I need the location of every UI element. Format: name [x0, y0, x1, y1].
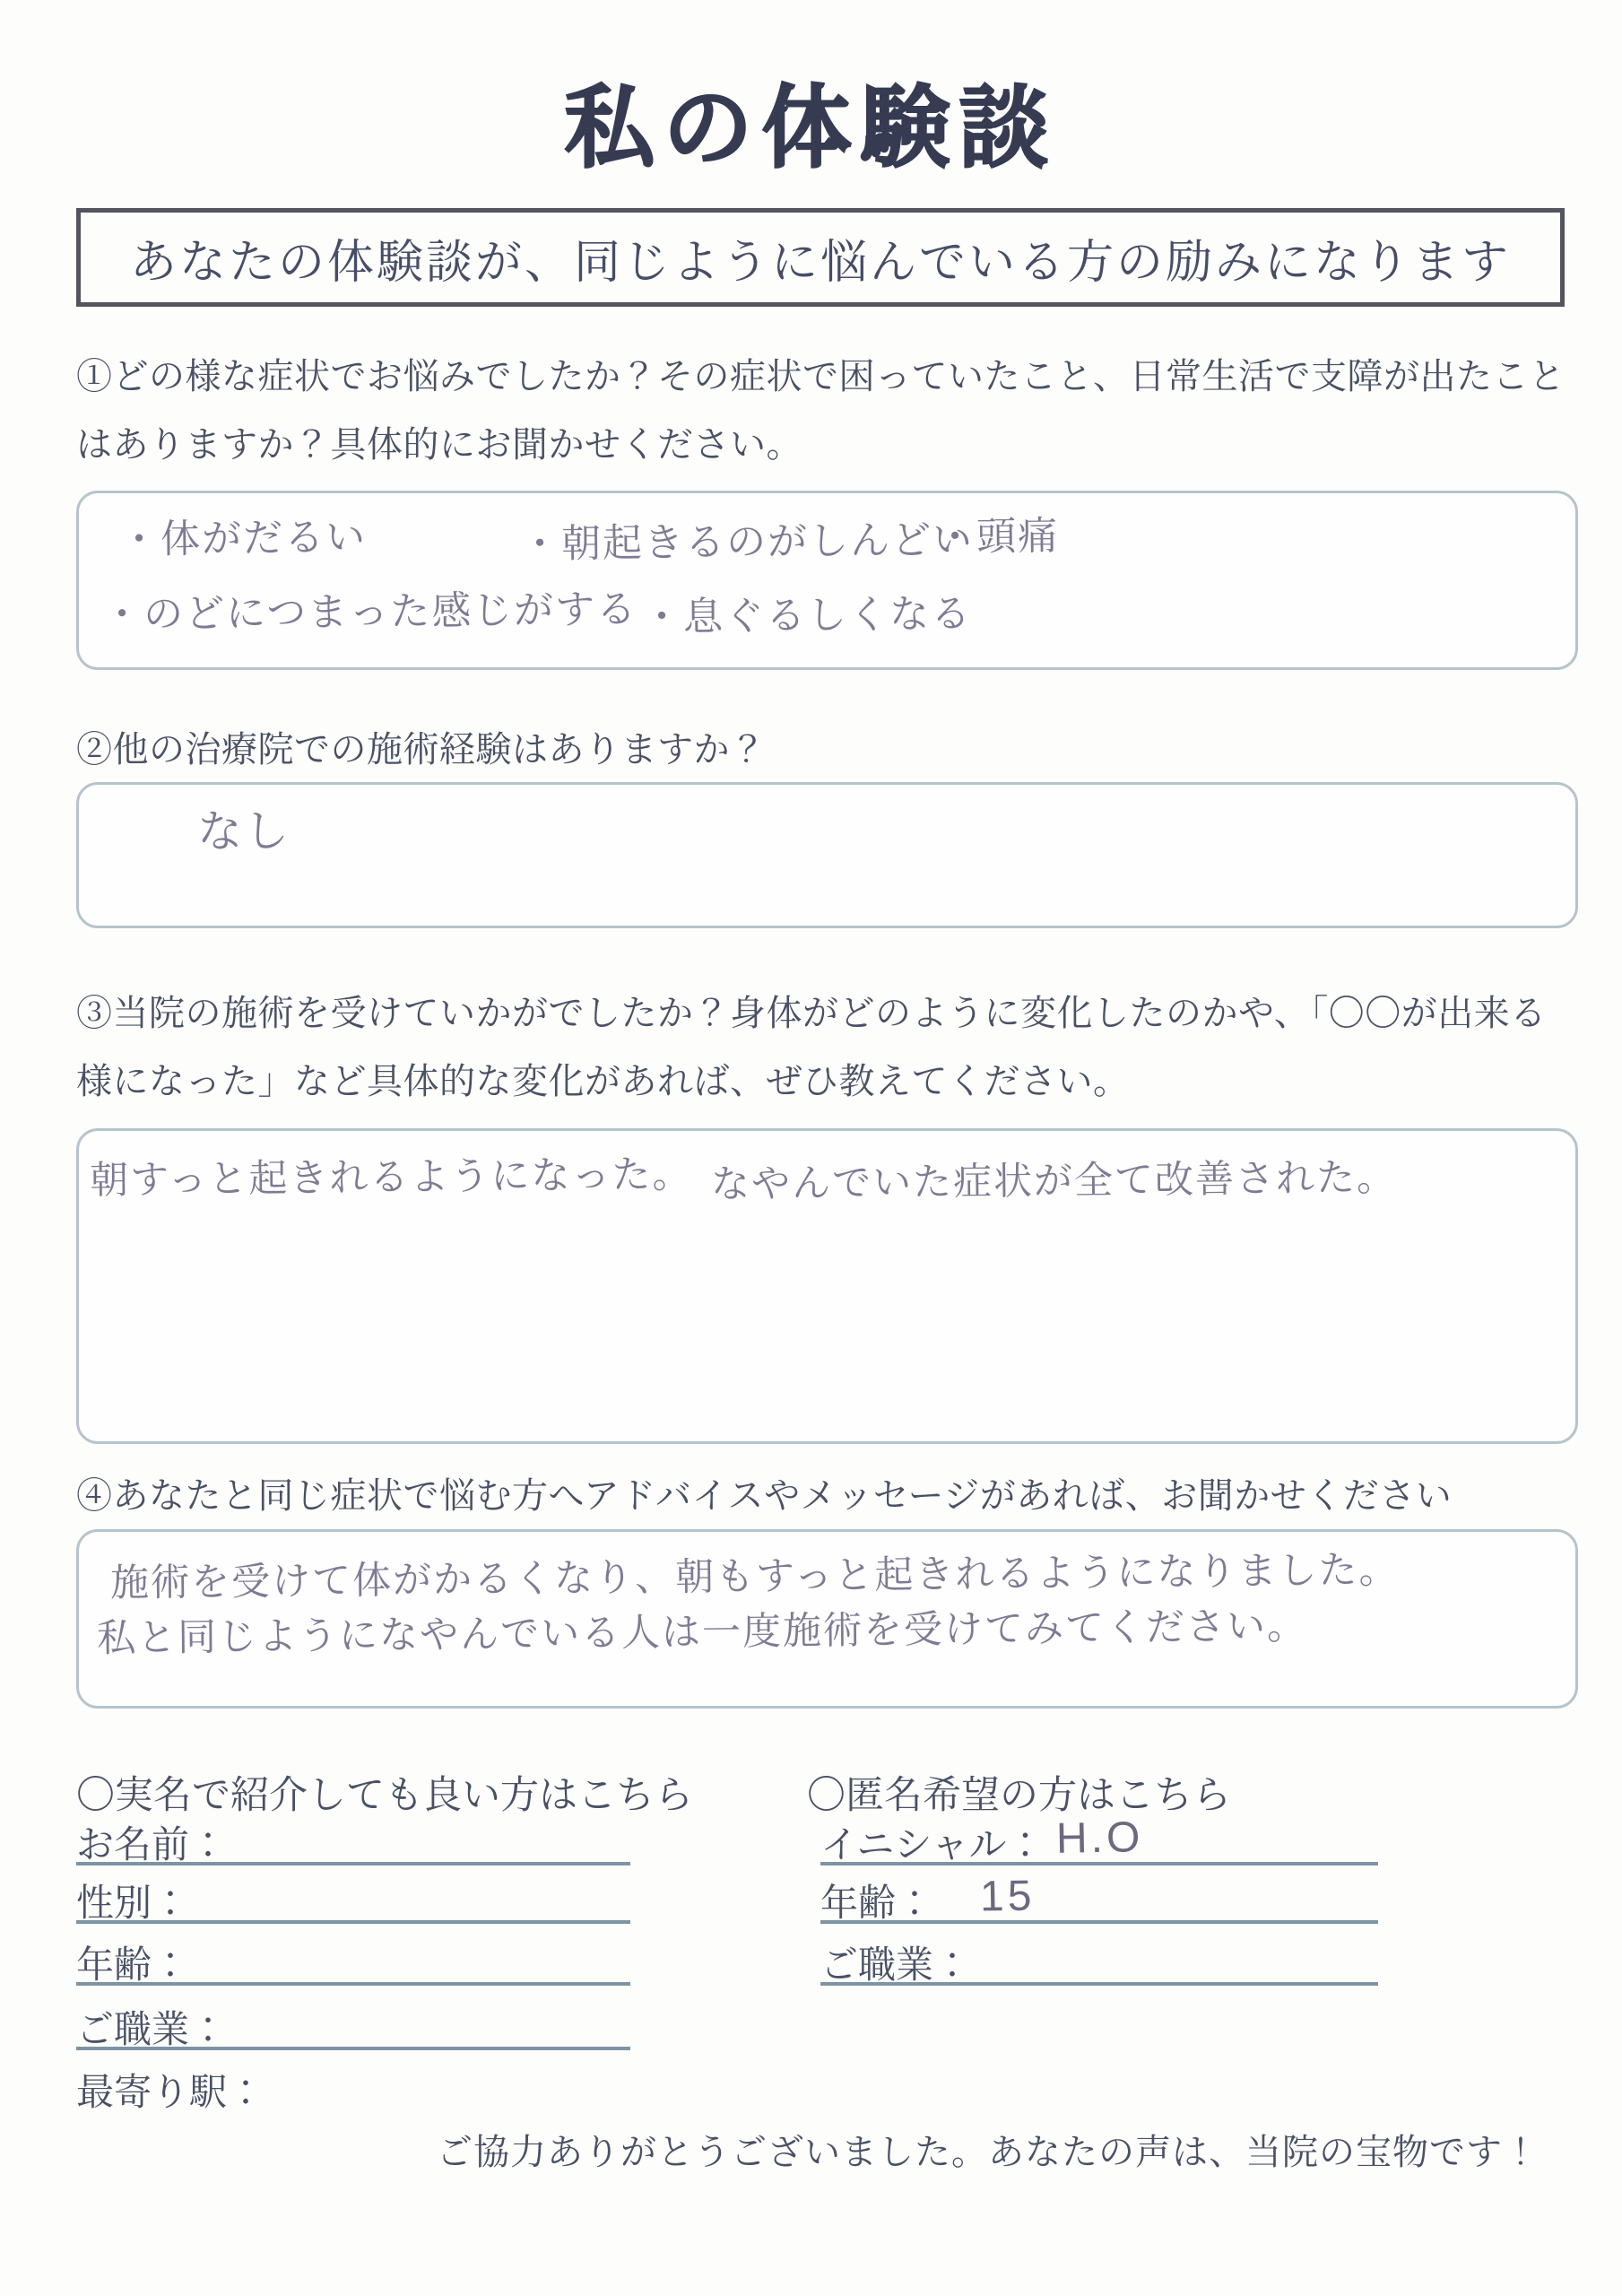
answer-box-3 [76, 1128, 1578, 1444]
field-gender [76, 1874, 630, 1924]
handwritten-answer: 施術を受けて体がかるくなり、朝もすっと起きれるようになりました。 [109, 1548, 1400, 1605]
field-initials [820, 1815, 1378, 1866]
handwritten-answer: ・のどにつまった感じがする [101, 587, 638, 638]
field-occupation-anonymous [820, 1935, 1378, 1986]
thank-you-note: ご協力ありがとうございました。あなたの声は、当院の宝物です！ [437, 2133, 1540, 2172]
field-label: イニシャル： [820, 1823, 1045, 1866]
question-2-prompt: ②他の治療院での施術経験はありますか？ [76, 730, 767, 770]
handwritten-answer: ・息ぐるしくなる [641, 592, 973, 639]
banner-box [76, 208, 1565, 307]
answer-box-1 [76, 491, 1578, 670]
field-nearest-station [76, 2063, 630, 2113]
answer-box-2 [76, 782, 1578, 928]
field-label: お名前： [76, 1823, 228, 1866]
banner-text: あなたの体験談が、同じように悩んでいる方の励みになります [129, 236, 1511, 289]
answer-box-4 [76, 1529, 1578, 1709]
handwritten-answer: ・朝起きるのがしんどい [519, 517, 975, 567]
field-label: 性別： [76, 1882, 190, 1924]
page-title: 私の体験談 [564, 78, 1058, 178]
anonymous-section-header: 〇匿名希望の方はこちら [807, 1774, 1231, 1817]
question-1-prompt: ①どの様な症状でお悩みでしたか？その症状で困っていたこと、日常生活で支障が出たことはありますか？具体的にお聞かせください。 [76, 357, 1566, 465]
handwritten-answer: ・頭痛 [934, 514, 1060, 560]
field-label: ご職業： [76, 2008, 228, 2050]
handwritten-field-value: 15 [979, 1872, 1036, 1921]
handwritten-answer: なし [196, 805, 291, 857]
handwritten-answer: 私と同じようになやんでいる人は一度施術を受けてみてください。 [96, 1604, 1308, 1661]
field-label: ご職業： [820, 1944, 972, 1986]
field-occupation [76, 2000, 630, 2050]
question-3-prompt: ③当院の施術を受けていかがでしたか？身体がどのように変化したのかや、「〇〇が出来る様になった」など具体的な変化があれば、ぜひ教えてください。 [76, 994, 1547, 1101]
field-label: 年齢： [76, 1944, 190, 1986]
field-name [76, 1815, 630, 1866]
handwritten-answer: 朝すっと起きれるようになった。 [89, 1152, 693, 1203]
handwritten-field-value: H.O [1056, 1813, 1145, 1863]
real-name-section-header: 〇実名で紹介しても良い方はこちら [76, 1774, 693, 1817]
field-label: 年齢： [820, 1882, 934, 1924]
field-age [76, 1935, 630, 1986]
field-label: 最寄り駅： [76, 2071, 265, 2113]
question-4-prompt: ④あなたと同じ症状で悩む方へアドバイスやメッセージがあれば、お聞かせください [76, 1476, 1453, 1516]
handwritten-answer: ・体がだるい [118, 515, 368, 562]
handwritten-answer: なやんでいた症状が全て改善された。 [710, 1155, 1398, 1207]
field-age-anonymous [820, 1874, 1378, 1924]
